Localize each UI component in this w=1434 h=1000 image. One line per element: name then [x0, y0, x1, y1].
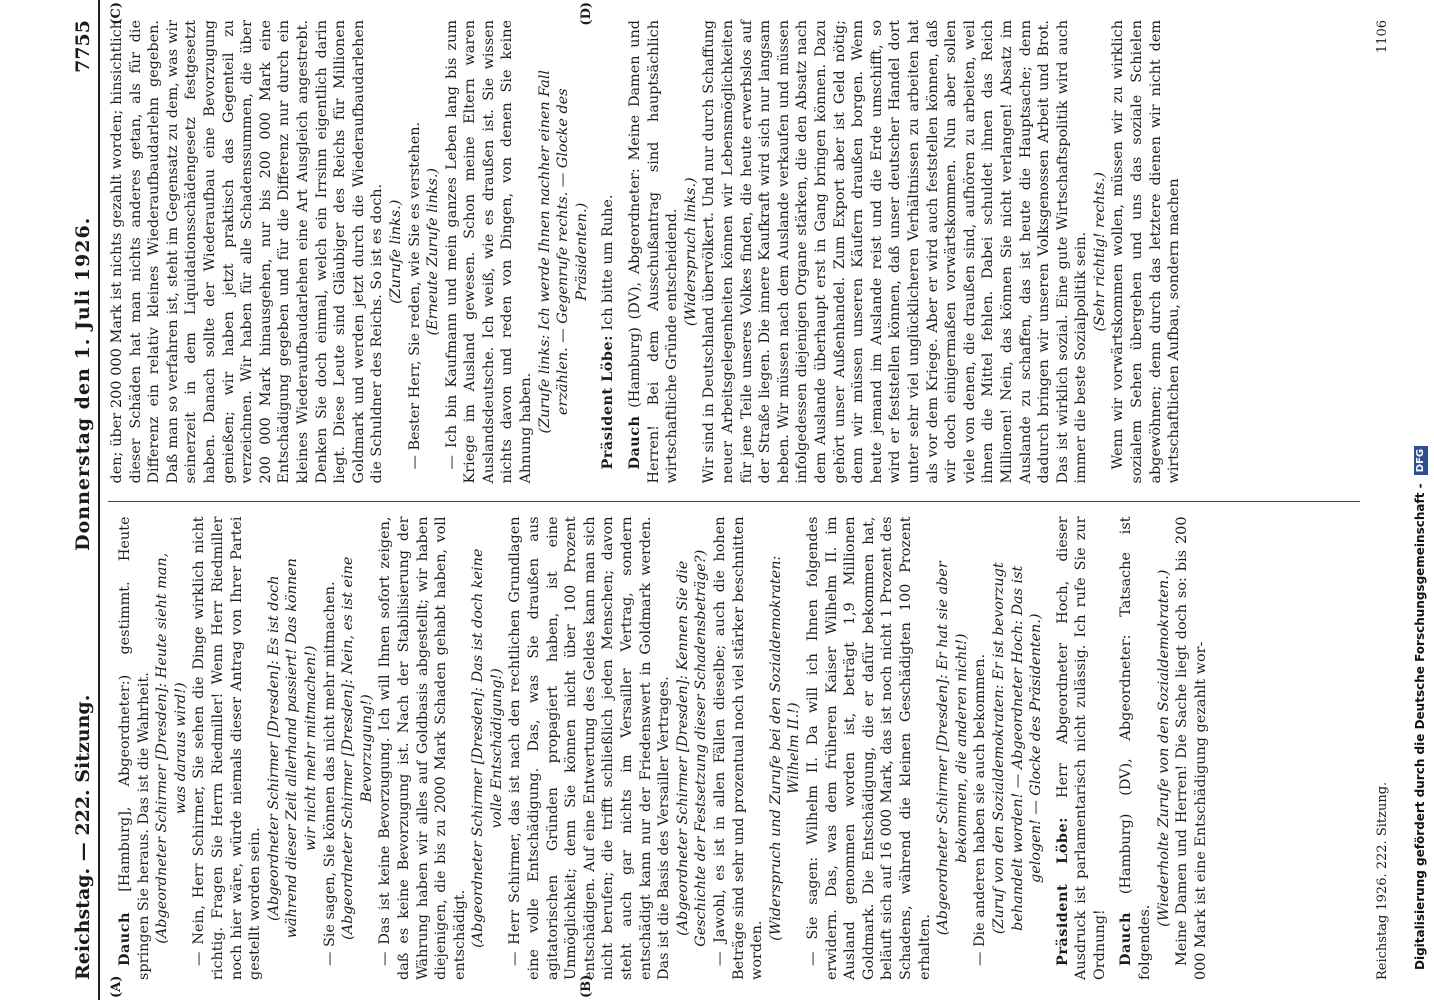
- speech-text: Ich bitte um Ruhe.: [600, 194, 617, 331]
- interjection: (Widerspruch und Zurufe bei den Sozialdemokraten: Wilhelm II.!): [767, 555, 803, 941]
- paragraph: — Jawohl, es ist in allen Fällen dieselbe; auch die hohen Beträge sind sehr und prozentual noch viel stärker beschnitten worden.: [712, 516, 766, 980]
- speech-text: [Hamburg], Abgeordneter:) gestimmt. Heute springen Sie heraus. Das ist die Wahrheit.: [117, 516, 152, 980]
- interjection: (Sehr richtig! rechts.): [1091, 171, 1108, 332]
- paragraph: Meine Damen und Herren! Die Sache liegt doch so: bis 200 000 Mark ist eine Entschädigung gezahlt wor-: [1174, 516, 1209, 980]
- speaker-paragraph: [599, 20, 618, 484]
- speaker-name: Dauch: [1117, 912, 1135, 966]
- interjection: (Abgeordneter Schirmer [Dresden]: Es ist doch während dieser Zeit allerhand passiert! Das können wir nicht mehr mitmachen!): [265, 558, 319, 939]
- page-number: 7755: [72, 20, 94, 73]
- speaker-name: Präsident Löbe:: [1053, 817, 1071, 966]
- speech-text: Herr Abgeordneter Hoch, dieser Ausdruck ist parlamentarisch nicht zulässig. Ich rufe Sie zur Ordnung!: [1054, 516, 1108, 980]
- speaker-paragraph: [1054, 517, 1110, 981]
- sheet-number: 1106: [1374, 20, 1390, 54]
- page-footer: [1370, 20, 1394, 980]
- speech-text: (Hamburg) (DV), Abgeordneter: Tatsache ist folgendes.: [1118, 516, 1154, 980]
- paragraph: — Nein, Herr Schirmer, Sie sehen die Dinge wirklich nicht richtig. Fragen Sie Herrn Riedmiller! Wenn Herr Riedmiller noch hier wäre, würde niemals dieser Antrag von Ihrer Partei gestellt worden sein.: [191, 516, 264, 980]
- margin-marker-c: (C): [109, 2, 124, 25]
- speech-text: (Hamburg) (DV), Abgeordneter: Meine Damen und Herren! Bei dem Ausschußantrag sind hauptsächlich wirtschaftliche Gründe entscheidend.: [627, 19, 681, 484]
- paragraph: — Herr Schirmer, das ist nach den rechtlichen Grundlagen eine volle Entschädigung. Das, was Sie draußen aus agitatorischen Gründen propagiert haben, ist eine Unmöglichkeit; denn Sie können nicht über 100 Prozent entschädigen. Auf eine Entwertung des Geldes kann man sich nicht berufen; die trifft schließlich jeden Menschen; davon steht auch gar nichts im Versailler Vertrag, sondern entschädigt kann nur der Friedenswert in Goldmark werden. Das ist die Basis des Versailler Vertrages.: [507, 516, 673, 980]
- right-column: [108, 2, 1360, 484]
- left-column: [108, 502, 1360, 998]
- header-left: Reichstag. — 222. Sitzung.: [72, 694, 94, 980]
- interjection: (Abgeordneter Schirmer [Dresden]: Das ist doch keine volle Entschädigung!): [470, 548, 505, 948]
- margin-marker-d: (D): [579, 2, 594, 26]
- paragraph: — Sie sagen: Wilhelm II. Da will ich Ihnen folgendes erwidern. Das, was dem früheren Kaiser Wilhelm II. im Ausland genommen worden ist, beträgt 1,9 Millionen Goldmark. Die Entschädigung, die er dafür bekommen hat, beläuft sich auf 16 000 Mark, das ist noch nicht 1 Prozent des Schadens, während die kleinen Geschädigten 100 Prozent erhalten.: [804, 516, 933, 980]
- interjection: (Zurufe links: Ich werde Ihnen nachher einen Fall erzählen. — Gegenrufe rechts. — Glocke des Präsidenten.): [536, 69, 590, 434]
- speaker-paragraph: [1117, 517, 1154, 981]
- speaker-name: Dauch: [116, 912, 133, 966]
- interjection: (Widerspruch links.): [682, 177, 699, 327]
- interjection: (Wiederholte Zurufe von den Sozialdemokraten.): [1155, 569, 1172, 927]
- margin-marker-a: (A): [109, 975, 124, 998]
- paragraph: — Sie sagen, Sie können das nicht mehr mitmachen.: [321, 581, 338, 966]
- footer-left: Reichstag 1926. 222. Sitzung.: [1374, 781, 1390, 980]
- header-center: Donnerstag den 1. Juli 1926.: [72, 216, 94, 551]
- digitization-credit: [1410, 0, 1430, 1000]
- page-header: [60, 0, 100, 1000]
- paragraph: — Ich bin Kaufmann und mein ganzes Leben lang bis zum Kriege im Ausland gewesen. Schon meine Eltern waren Auslandsdeutsche. Ich weiß, wie es draußen ist. Sie wissen nichts davon und reden von Dingen, von denen Sie keine Ahnung haben.: [443, 20, 535, 484]
- credit-text: Digitalisierung gefördert durch die Deutsche Forschungsgemeinschaft -: [1413, 483, 1427, 970]
- interjection: (Abgeordneter Schirmer [Dresden]: Nein, es ist eine Bevorzugung!): [340, 556, 375, 940]
- paragraph: Wir sind in Deutschland übervölkert. Und nur durch Schaffung neuer Arbeitsgelegenheiten können wir Lebensmöglichkeiten für jene Teile unseres Volkes finden, die heute erwerbslos auf der Straße liegen. Die innere Kaufkraft wird sich nur langsam heben. Wir müssen nach dem Auslande verkaufen und müssen infolgedessen diejenigen Organe stärken, die den Absatz nach dem Auslande überhaupt erst in Gang bringen können. Dazu gehört unser Außenhandel. Zum Export aber ist Geld nötig; denn wir müssen unseren Käufern draußen borgen. Wenn heute jemand im Auslande reist und die Erde umschifft, so wird er feststellen können, daß unser deutscher Handel dort unter sehr viel unglücklicheren Verhältnissen zu arbeiten hat als vor dem Kriege. Aber er wird auch feststellen können, daß wir doch einigermaßen vorwärtskommen. Nun aber sollen viele von denen, die draußen sind, aufhören zu arbeiten, weil ihnen die Mittel fehlen. Dabei schuldet ihnen das Reich Millionen! Nein, das können Sie nicht verlangen! Absatz im Auslande zu schaffen, das ist heute die Hauptsache; denn dadurch bringen wir unseren Volksgenossen Arbeit und Brot. Das ist wirklich sozial. Eine gute Wirtschaftspolitik wird auch immer die beste Sozialpolitik sein.: [701, 20, 1090, 484]
- paragraph: — Die anderen haben sie auch bekommen.: [972, 653, 989, 966]
- interjection: (Erneute Zurufe links.): [425, 167, 442, 336]
- paragraph: Wenn wir vorwärtskommen wollen, müssen wir zu wirklich sozialem Sehen übergehen und uns das soziale Schielen abgewöhnen; denn durch das letztere dienen wir nicht dem wirtschaftlichen Aufbau, sondern machen: [1110, 20, 1183, 484]
- interjection: (Zuruf von den Sozialdemokraten: Er ist bevorzugt behandelt worden! — Abgeordneter Hoch: Das ist gelogen! — Glocke des Präsidenten.): [990, 562, 1045, 935]
- paragraph: den; über 200 000 Mark ist nichts gezahlt worden; hinsichtlich dieser Schäden hat man nichts anderes getan, als für die Differenz ein relativ kleines Wiederaufbaudarlehn gegeben. Daß man so verfahren ist, steht im Gegensatz zu dem, was wir seinerzeit in dem Liquidationsschädengesetz festgesetzt haben. Danach sollte der Wiederaufbau eine Bevorzugung genießen; wir haben jetzt praktisch das Gegenteil zu verzeichnen. Wir haben für alle Schadenssummen, die über 200 000 Mark hinausgehen, nur bis 200 000 Mark eine Entschädigung gegeben und für die Differenz nur durch ein kleines Wiederaufbaudarlehen eine Art Ausgleich angestrebt. Denken Sie doch einmal, welch ein Irrsinn eigentlich darin liegt. Diese Leute sind Gläubiger des Reichs für Millionen Goldmark und werden jetzt durch die Wiederaufbaudarlehen die Schuldner des Reichs. So ist es doch.: [109, 20, 386, 484]
- dfg-logo: DFG: [1414, 446, 1428, 475]
- paragraph: — Das ist keine Bevorzugung. Ich will Ihnen sofort zeigen, daß es keine Bevorzugung ist. Nach der Stabilisierung der Währung haben wir alles auf Goldbasis abgestellt; wir haben diejenigen, die bis zu 2000 Mark Schaden gehabt haben, voll entschädigt.: [377, 516, 468, 980]
- rotated-page: [60, 0, 1400, 1000]
- interjection: (Abgeordneter Schirmer [Dresden]: Er hat sie aber bekommen, die anderen nicht!): [935, 561, 970, 936]
- speaker-paragraph: [626, 20, 682, 484]
- text-columns: [108, 0, 1360, 1000]
- speaker-name: Dauch: [626, 415, 644, 470]
- margin-marker-b: (B): [579, 974, 594, 998]
- paragraph: — Bester Herr, Sie reden, wie Sie es verstehen.: [406, 121, 423, 470]
- speaker-paragraph: [116, 517, 153, 981]
- interjection: (Abgeordneter Schirmer [Dresden]: Kennen Sie die Geschichte der Festsetzung dieser Schadensbeträge?): [674, 549, 710, 947]
- speaker-name: Präsident Löbe:: [599, 335, 617, 470]
- interjection: (Zurufe links.): [387, 199, 404, 304]
- interjection: (Abgeordneter Schirmer [Dresden]: Heute sieht man, was daraus wird!): [154, 552, 189, 944]
